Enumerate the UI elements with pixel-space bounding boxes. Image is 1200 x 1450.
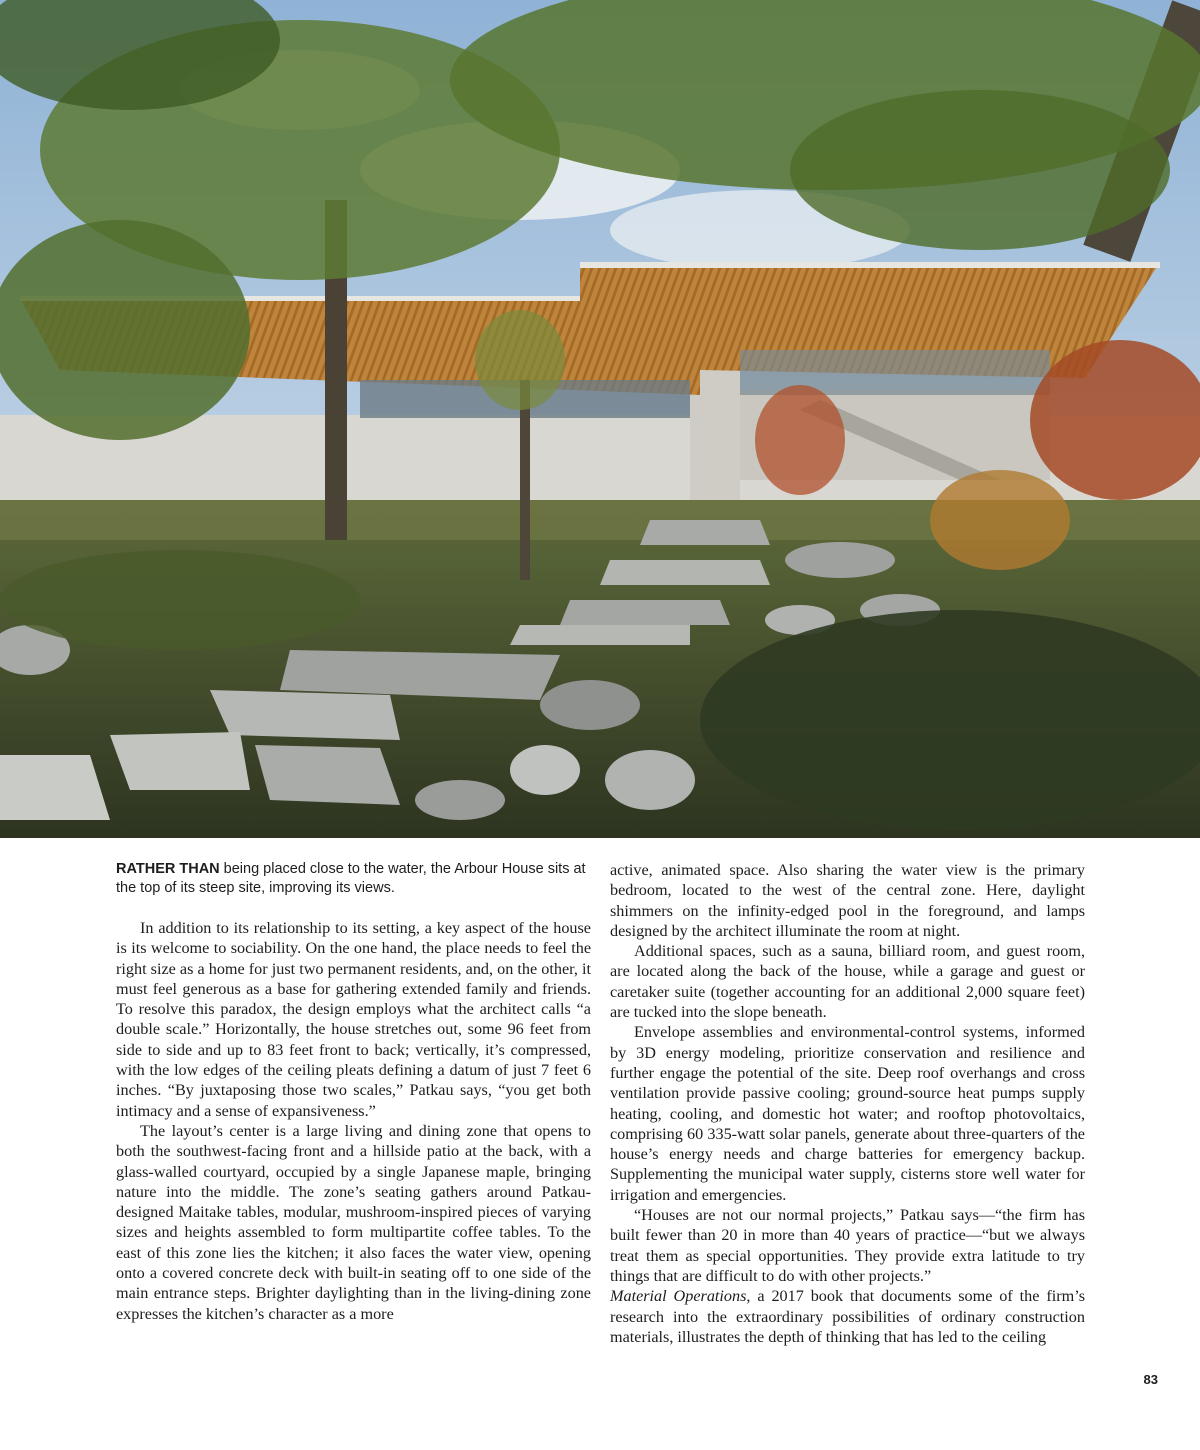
body-paragraph: In addition to its relationship to its setting, a key aspect of the house is its welcome to sociability. On the one hand, the place needs to feel the right size as a home for just two permanent residents, and, on the other, it must feel generous as a base for gathering extended family and friends. To resolve this paradox, the design employs what the architect calls “a double scale.” Horizontally, the house stretches out, some 96 feet from side to side and up to 83 feet front to back; vertically, it’s compressed, with the low edges of the ceiling pleats defining a datum of just 7 feet 6 inches. “By juxtaposing those two scales,” Patkau says, “you get both intimacy and a sense of expansiveness.” (116, 919, 591, 1120)
book-title: Material Operations (610, 1287, 747, 1306)
page-number: 83 (1143, 1372, 1158, 1387)
caption-lead: RATHER THAN (116, 861, 220, 877)
body-paragraph: Envelope assemblies and environmental-control systems, informed by 3D energy modeling, prioritize conservation and resilience and further engage the potential of the site. Deep roof overhangs and cross ventilation provide passive cooling; ground-source heat pumps supply heating, cooling, and domestic hot water; and rooftop photovoltaics, comprising 60 335-watt solar panels, generate about three-quarters of the house’s energy needs and charge batteries for emergency backup. Supplementing the municipal water supply, cisterns store well water for irrigation and emergencies. (610, 1023, 1085, 1204)
right-column (610, 860, 1085, 1347)
left-column (116, 860, 591, 1324)
photo-caption (116, 860, 591, 898)
body-text: , a 2017 book that documents some of the firm’s research into the extraordinary possibilities of ordinary construction materials, illustrates the depth of thinking that has led to the ceiling (610, 1287, 1086, 1346)
body-paragraph: The layout’s center is a large living and dining zone that opens to both the southwest-facing front and a hillside patio at the back, with a glass-walled courtyard, occupied by a single Japanese maple, bringing nature into the middle. The zone’s seating gathers around Patkau-designed Maitake tables, modular, mushroom-inspired pieces of varying sizes and heights assembled to form multipartite coffee tables. To the east of this zone lies the kitchen; it also faces the water view, opening onto a covered concrete deck with built-in seating off to one side of the main entrance steps. Brighter daylighting than in the living-dining zone expresses the kitchen’s character as a more (116, 1121, 591, 1323)
caption-text: being placed close to the water, the Arbour House sits at the top of its steep site, improving its views. (116, 861, 586, 896)
body-paragraph (610, 1286, 1085, 1347)
body-paragraph: Additional spaces, such as a sauna, billiard room, and guest room, are located along the back of the house, while a garage and guest or caretaker suite (together accounting for an additional 2,000 square feet) are tucked into the slope beneath. (610, 942, 1085, 1022)
body-paragraph: active, animated space. Also sharing the water view is the primary bedroom, located to the west of the central zone. Here, daylight shimmers on the infinity-edged pool in the foreground, and lamps designed by the architect illuminate the room at night. (610, 861, 1085, 940)
body-paragraph: “Houses are not our normal projects,” Patkau says—“the firm has built fewer than 20 in more than 40 years of practice—“but we always treat them as special opportunities. They provide extra latitude to try things that are difficult to do with other projects.” (610, 1206, 1085, 1285)
